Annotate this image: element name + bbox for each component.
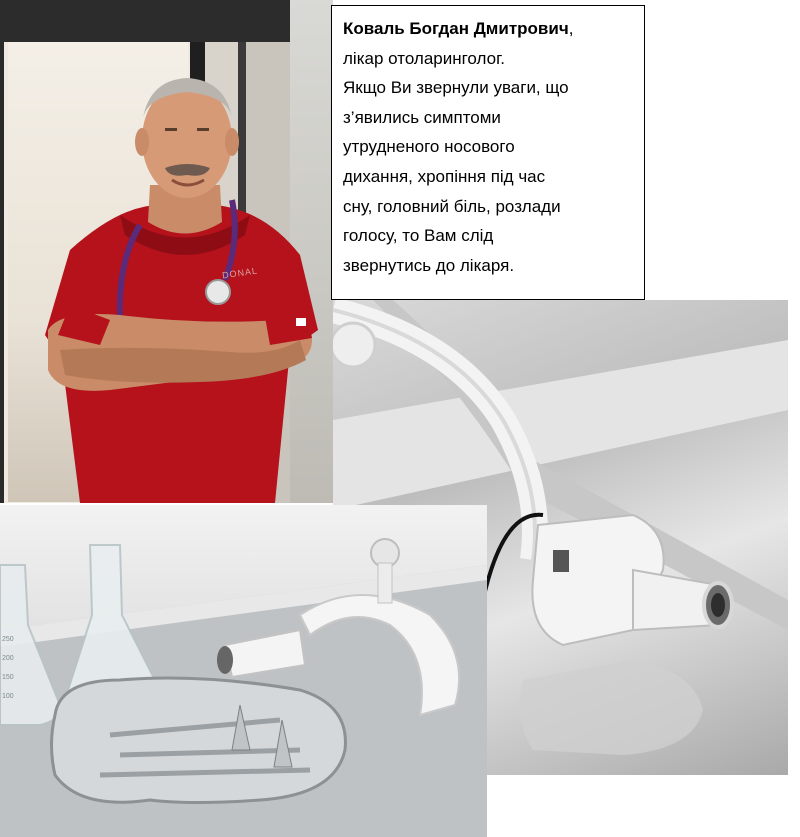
doctor-bio-box — [331, 5, 645, 300]
flask-mark: 150 — [2, 674, 14, 681]
name-comma: , — [568, 19, 574, 38]
doctor-figure — [0, 0, 333, 503]
shirt-logo: DONAL — [221, 265, 259, 281]
flask-volume-marks — [2, 630, 14, 706]
bio-line: звернутись до лікаря. — [343, 255, 515, 275]
bio-line: голосу, то Вам слід — [343, 226, 494, 246]
bio-line: утрудненого носового — [343, 137, 515, 157]
instruments-photo — [0, 505, 487, 837]
bio-line: з’явились симптоми — [343, 107, 501, 127]
doctor-name: Коваль Богдан Дмитрович — [343, 19, 569, 38]
flask-mark: 200 — [2, 655, 14, 662]
doctor-photo — [0, 0, 333, 503]
bio-line: сну, головний біль, розлади — [343, 196, 561, 216]
bio-line: Якщо Ви звернули уваги, що — [343, 78, 569, 98]
bio-line — [343, 14, 634, 44]
bio-line: лікар отоларинголог. — [343, 48, 505, 68]
flask-mark: 100 — [2, 693, 14, 700]
flask-mark: 250 — [2, 636, 14, 643]
instruments-illustration — [0, 505, 487, 837]
bio-line: дихання, хропіння під час — [343, 166, 546, 186]
